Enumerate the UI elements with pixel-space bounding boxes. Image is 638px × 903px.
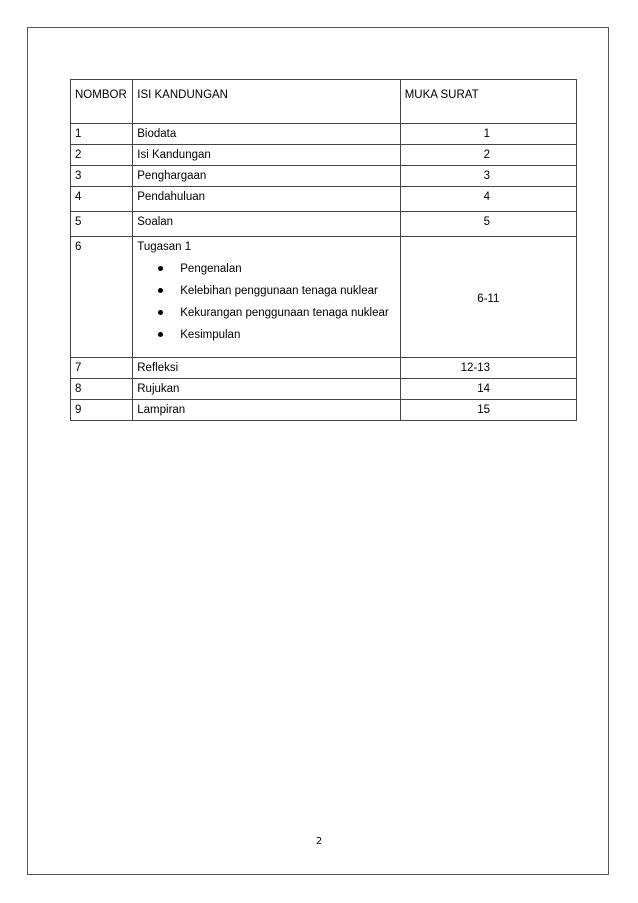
row-title: Soalan <box>133 212 400 237</box>
row-title: Refleksi <box>133 358 400 379</box>
row-page: 5 <box>400 212 576 237</box>
row-number: 3 <box>71 166 133 187</box>
list-item <box>158 306 395 328</box>
bullet-icon <box>158 288 163 293</box>
table-row <box>71 379 577 400</box>
row-title: Penghargaan <box>133 166 400 187</box>
row-page: 15 <box>400 400 576 421</box>
subitem-label: Kelebihan penggunaan tenaga nuklear <box>180 285 378 297</box>
row-page: 2 <box>400 145 576 166</box>
row-number: 8 <box>71 379 133 400</box>
table-row <box>71 237 577 358</box>
header-nombor: NOMBOR <box>71 80 133 124</box>
table-header-row <box>71 80 577 124</box>
row-title-with-subitems <box>133 237 400 358</box>
row-number: 2 <box>71 145 133 166</box>
row-title: Pendahuluan <box>133 187 400 212</box>
table-row <box>71 400 577 421</box>
bullet-icon <box>158 310 163 315</box>
row-title: Lampiran <box>133 400 400 421</box>
row-title: Tugasan 1 <box>137 241 192 253</box>
table-row <box>71 358 577 379</box>
bullet-icon <box>158 332 163 337</box>
row-page: 14 <box>400 379 576 400</box>
table-row <box>71 212 577 237</box>
subitem-label: Pengenalan <box>180 263 242 275</box>
row-number: 5 <box>71 212 133 237</box>
row-page: 4 <box>400 187 576 212</box>
list-item <box>158 262 395 284</box>
subitem-label: Kesimpulan <box>180 329 241 341</box>
subitem-label: Kekurangan penggunaan tenaga nuklear <box>180 307 389 319</box>
row-page: 1 <box>400 124 576 145</box>
header-muka-surat: MUKA SURAT <box>400 80 576 124</box>
table-row <box>71 187 577 212</box>
row-title: Isi Kandungan <box>133 145 400 166</box>
row-page: 6-11 <box>400 237 576 358</box>
row-number: 4 <box>71 187 133 212</box>
table-row <box>71 124 577 145</box>
row-page: 12-13 <box>400 358 576 379</box>
row-title: Rujukan <box>133 379 400 400</box>
list-item <box>158 284 395 306</box>
table-of-contents <box>70 79 577 421</box>
row-page: 3 <box>400 166 576 187</box>
header-isi-kandungan: ISI KANDUNGAN <box>133 80 400 124</box>
row-number: 9 <box>71 400 133 421</box>
list-item <box>158 328 395 350</box>
page-number: 2 <box>315 836 323 847</box>
table-row <box>71 166 577 187</box>
subitem-list <box>137 262 395 350</box>
row-title: Biodata <box>133 124 400 145</box>
row-number: 7 <box>71 358 133 379</box>
row-number: 1 <box>71 124 133 145</box>
row-number: 6 <box>71 237 133 358</box>
bullet-icon <box>158 266 163 271</box>
table-row <box>71 145 577 166</box>
